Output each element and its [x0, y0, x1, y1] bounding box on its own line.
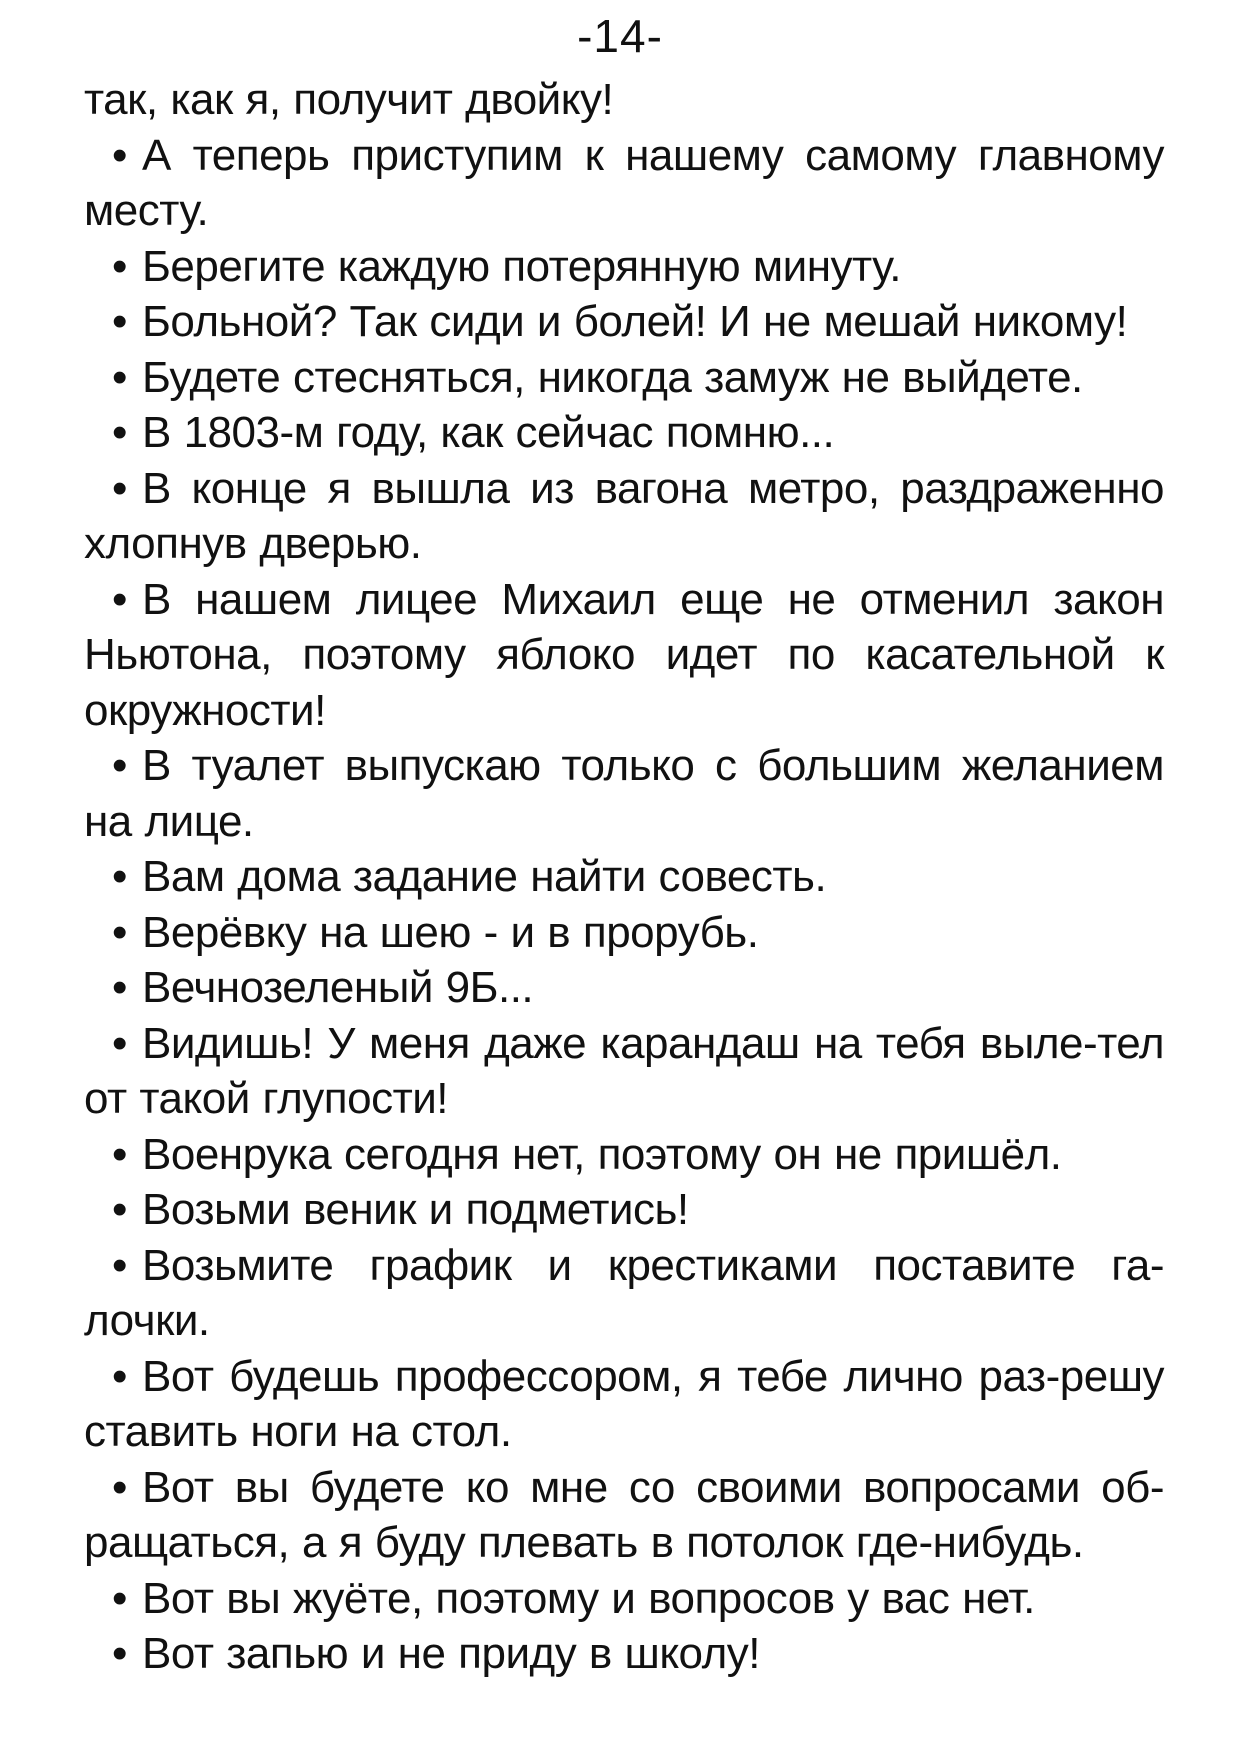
list-item-text: В туалет выпускаю только с большим желанием на лице. [84, 741, 1164, 846]
list-item [84, 128, 1164, 239]
list-item [84, 849, 1164, 905]
list-item [84, 1182, 1164, 1238]
list-item [84, 738, 1164, 849]
list-item [84, 239, 1164, 295]
paragraph-text: так, как я, получит двойку! [84, 75, 614, 124]
list-item-text: В нашем лицее Михаил еще не отменил закон Ньютона, поэтому яблоко идет по касательной к окружности! [84, 574, 1164, 735]
bullet-icon [112, 960, 142, 1016]
bullet-icon [112, 1182, 142, 1238]
list-item-text: Берегите каждую потерянную минуту. [142, 241, 901, 291]
list-item [84, 461, 1164, 572]
list-item [84, 1238, 1164, 1349]
bullet-icon [112, 1460, 142, 1516]
bullet-icon [112, 239, 142, 295]
list-item-text: Верёвку на шею - и в прорубь. [142, 907, 759, 957]
bullet-icon [112, 572, 142, 628]
list-item-text: В конце я вышла из вагона метро, раздраженно хлопнув дверью. [84, 463, 1164, 568]
list-item [84, 572, 1164, 739]
list-item [84, 1571, 1164, 1627]
list-item-text: А теперь приступим к нашему самому главному месту. [84, 130, 1164, 235]
list-item-text: Вот вы будете ко мне со своими вопросами об-ращаться, а я буду плевать в потолок где-нибудь. [84, 1462, 1164, 1567]
list-item-text: Больной? Так сиди и болей! И не мешай никому! [142, 297, 1128, 346]
bullet-icon [112, 849, 142, 905]
bullet-icon [112, 128, 142, 184]
paragraph-continuation [84, 72, 1164, 128]
list-item-text: Видишь! У меня даже карандаш на тебя выле-тел от такой глупости! [84, 1018, 1164, 1123]
bullet-icon [112, 1626, 142, 1682]
list-item [84, 294, 1164, 350]
list-item [84, 1127, 1164, 1183]
bullet-icon [112, 738, 142, 794]
bullet-icon [112, 350, 142, 406]
list-item-text: Возьмите график и крестиками поставите га-лочки. [84, 1240, 1164, 1345]
list-item-text: Вот будешь профессором, я тебе лично раз-решу ставить ноги на стол. [84, 1351, 1164, 1456]
list-item [84, 1016, 1164, 1127]
bullet-icon [112, 294, 142, 350]
list-item-text: Вот вы жуёте, поэтому и вопросов у вас нет. [142, 1573, 1035, 1623]
list-item [84, 350, 1164, 406]
list-item [84, 905, 1164, 961]
list-item-text: Вечнозеленый 9Б... [142, 963, 534, 1012]
bullet-icon [112, 461, 142, 517]
list-item-text: Военрука сегодня нет, поэтому он не пришёл. [142, 1129, 1062, 1179]
bullet-icon [112, 405, 142, 461]
list-item-text: Будете стесняться, никогда замуж не выйдете. [142, 352, 1083, 402]
bullet-icon [112, 1127, 142, 1183]
list-item [84, 405, 1164, 461]
list-item [84, 1349, 1164, 1460]
bullet-icon [112, 1238, 142, 1294]
bullet-icon [112, 1016, 142, 1072]
bullet-icon [112, 1349, 142, 1405]
list-item [84, 1626, 1164, 1682]
list-item [84, 1460, 1164, 1571]
list-item-text: Вам дома задание найти совесть. [142, 852, 827, 901]
bullet-icon [112, 905, 142, 961]
list-item-text: Возьми веник и подметись! [142, 1185, 689, 1234]
bullet-icon [112, 1571, 142, 1627]
list-item-text: В 1803-м году, как сейчас помню... [142, 408, 835, 457]
list-item [84, 960, 1164, 1016]
page-number: -14- [577, 10, 663, 62]
text-body [84, 72, 1164, 1682]
list-item-text: Вот запью и не приду в школу! [142, 1629, 760, 1678]
